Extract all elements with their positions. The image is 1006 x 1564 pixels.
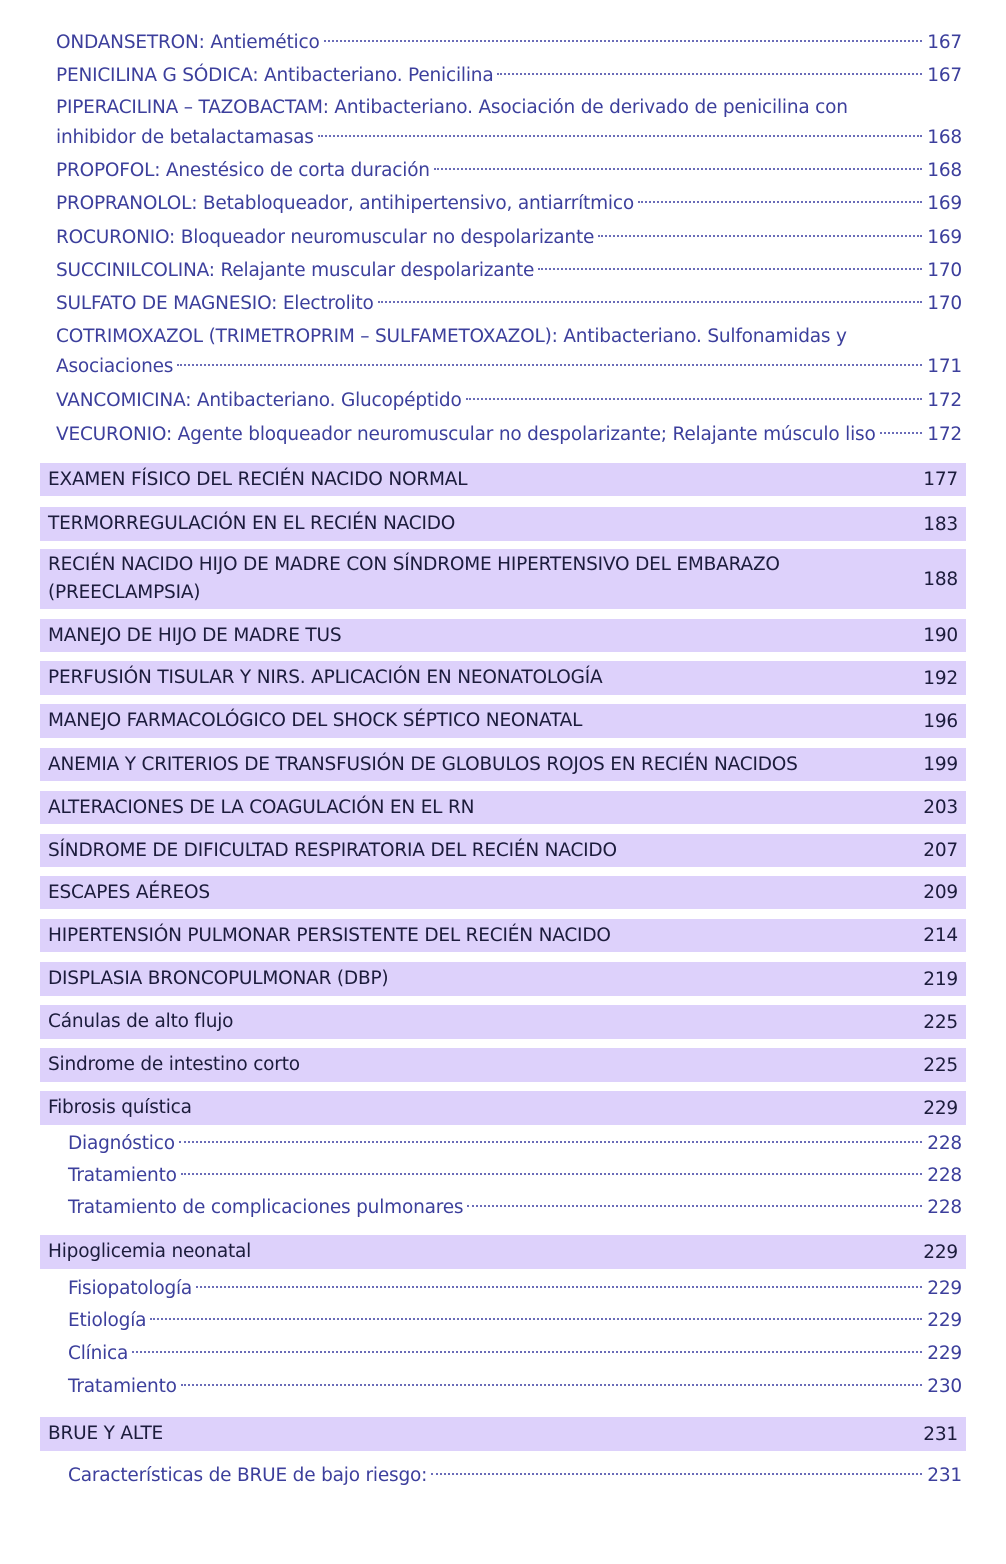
toc-entry-piperacilina[interactable] [56,93,962,153]
entry-title: PENICILINA G SÓDICA: Antibacteriano. Penicilina [56,65,494,86]
entry-title: PROPOFOL: Anestésico de corta duración [56,160,430,181]
toc-subentry-complicaciones[interactable] [68,1193,962,1223]
entry-page: 228 [927,1165,962,1186]
dot-leader [497,73,922,75]
toc-entry-ondansetron[interactable] [56,28,962,58]
chapter-title: ANEMIA Y CRITERIOS DE TRANSFUSIÓN DE GLOBULOS ROJOS EN RECIÉN NACIDOS [48,753,798,775]
chapter-madre-tus[interactable] [40,619,966,652]
dot-leader [378,301,922,303]
chapter-page: 192 [923,667,958,689]
entry-page: 229 [927,1310,962,1331]
chapter-page: 203 [923,797,958,818]
dot-leader [179,1141,922,1143]
toc-subentry-tratamiento-hipo[interactable] [68,1372,962,1402]
chapter-displasia[interactable] [40,962,966,996]
chapter-hipertension-pulmonar[interactable] [40,919,966,952]
chapter-title: EXAMEN FÍSICO DEL RECIÉN NACIDO NORMAL [48,468,468,490]
dot-leader [324,40,922,42]
chapter-page: 229 [923,1097,958,1119]
entry-title: Fisiopatología [68,1278,193,1299]
dot-leader [538,268,922,270]
chapter-preeclampsia[interactable] [40,549,966,609]
dot-leader [196,1286,922,1288]
toc-entry-propranolol[interactable] [56,189,962,219]
entry-title: VECURONIO: Agente bloqueador neuromuscular no despolarizante; Relajante músculo liso [56,424,876,445]
toc-subentry-etiologia[interactable] [68,1306,962,1336]
chapter-title: SÍNDROME DE DIFICULTAD RESPIRATORIA DEL RECIÉN NACIDO [48,839,617,861]
dot-leader [431,1473,922,1475]
chapter-page: 177 [923,469,958,490]
chapter-termorregulacion[interactable] [40,507,966,541]
entry-page: 231 [927,1465,962,1486]
chapter-fibrosis-quistica[interactable] [40,1091,966,1125]
entry-page: 168 [927,127,962,148]
entry-title: inhibidor de betalactamasas [56,127,314,148]
entry-title: Clínica [68,1343,129,1364]
dot-leader [318,135,922,137]
toc-subentry-diagnostico[interactable] [68,1129,962,1159]
dot-leader [466,398,922,400]
entry-title: Diagnóstico [68,1133,175,1154]
chapter-page: 190 [923,625,958,646]
entry-page: 169 [927,227,962,248]
toc-entry-sulfato-magnesio[interactable] [56,289,962,319]
chapter-title: DISPLASIA BRONCOPULMONAR (DBP) [48,968,389,989]
chapter-title: Cánulas de alto flujo [48,1011,234,1032]
chapter-title: RECIÉN NACIDO HIJO DE MADRE CON SÍNDROME HIPERTENSIVO DEL EMBARAZO (PREECLAMPSIA) [48,554,780,603]
chapter-page: 219 [923,968,958,990]
chapter-title: Sindrome de intestino corto [48,1054,300,1075]
chapter-page: 196 [923,710,958,732]
toc-entry-rocuronio[interactable] [56,223,962,253]
entry-page: 230 [927,1376,962,1397]
chapter-title: Hipoglicemia neonatal [48,1241,252,1262]
entry-page: 229 [927,1343,962,1364]
toc-subentry-brue-bajo-riesgo[interactable] [68,1461,962,1491]
entry-title: Tratamiento [68,1165,177,1186]
toc-entry-penicilina[interactable] [56,61,962,91]
dot-leader [150,1318,922,1320]
entry-title: PROPRANOLOL: Betabloqueador, antihipertensivo, antiarrítmico [56,193,634,214]
entry-title: ONDANSETRON: Antiemético [56,32,320,53]
entry-page: 229 [927,1278,962,1299]
entry-page: 170 [927,293,962,314]
toc-entry-succinilcolina[interactable] [56,256,962,286]
toc-subentry-clinica[interactable] [68,1339,962,1369]
toc-entry-vancomicina[interactable] [56,386,962,416]
entry-title: Tratamiento [68,1376,177,1397]
chapter-page: 188 [923,568,958,590]
entry-page: 167 [927,32,962,53]
chapter-title: ALTERACIONES DE LA COAGULACIÓN EN EL RN [48,796,475,818]
chapter-shock-septico[interactable] [40,704,966,738]
entry-title: SUCCINILCOLINA: Relajante muscular despolarizante [56,260,535,281]
chapter-intestino-corto[interactable] [40,1048,966,1082]
entry-page: 169 [927,193,962,214]
entry-title-line1: COTRIMOXAZOL (TRIMETROPRIM – SULFAMETOXAZOL): Antibacteriano. Sulfonamidas y [56,326,847,347]
chapter-title: MANEJO DE HIJO DE MADRE TUS [48,624,342,646]
chapter-title: ESCAPES AÉREOS [48,881,210,903]
chapter-title: MANEJO FARMACOLÓGICO DEL SHOCK SÉPTICO NEONATAL [48,710,583,731]
entry-title: ROCURONIO: Bloqueador neuromuscular no despolarizante [56,227,595,248]
entry-title: Asociaciones [56,356,174,377]
entry-page: 170 [927,260,962,281]
chapter-title: BRUE Y ALTE [48,1423,164,1444]
chapter-page: 225 [923,1011,958,1033]
chapter-page: 231 [923,1423,958,1445]
chapter-page: 183 [923,513,958,535]
entry-page: 228 [927,1197,962,1218]
dot-leader [467,1205,922,1207]
entry-title: Características de BRUE de bajo riesgo: [68,1465,428,1486]
chapter-coagulacion[interactable] [40,791,966,824]
chapter-title: HIPERTENSIÓN PULMONAR PERSISTENTE DEL RECIÉN NACIDO [48,924,611,946]
chapter-title: TERMORREGULACIÓN EN EL RECIÉN NACIDO [48,513,456,534]
entry-title: Etiología [68,1310,147,1331]
chapter-page: 199 [923,754,958,775]
chapter-examen-fisico[interactable] [40,463,966,496]
chapter-escapes-aereos[interactable] [40,876,966,909]
dot-leader [177,364,922,366]
toc-entry-propofol[interactable] [56,156,962,186]
chapter-page: 214 [923,925,958,946]
toc-entry-vecuronio[interactable] [56,420,962,450]
dot-leader [181,1384,922,1386]
entry-title: SULFATO DE MAGNESIO: Electrolito [56,293,374,314]
entry-page: 167 [927,65,962,86]
chapter-page: 207 [923,840,958,861]
chapter-title: Fibrosis quística [48,1097,192,1118]
dot-leader [181,1173,922,1175]
chapter-brue-alte[interactable] [40,1417,966,1451]
chapter-page: 209 [923,882,958,903]
dot-leader [434,168,922,170]
toc-subentry-tratamiento[interactable] [68,1161,962,1191]
entry-page: 171 [927,356,962,377]
chapter-title: PERFUSIÓN TISULAR Y NIRS. APLICACIÓN EN NEONATOLOGÍA [48,667,603,688]
entry-title: Tratamiento de complicaciones pulmonares [68,1197,464,1218]
dot-leader [880,432,922,434]
entry-page: 168 [927,160,962,181]
chapter-perfusion-nirs[interactable] [40,661,966,695]
toc-entry-cotrimoxazol[interactable] [56,322,962,382]
chapter-dificultad-respiratoria[interactable] [40,834,966,867]
dot-leader [132,1351,922,1353]
entry-title: VANCOMICINA: Antibacteriano. Glucopéptido [56,390,462,411]
entry-page: 228 [927,1133,962,1154]
toc-subentry-fisiopatologia[interactable] [68,1274,962,1304]
dot-leader [598,235,922,237]
chapter-hipoglicemia[interactable] [40,1235,966,1269]
chapter-anemia[interactable] [40,748,966,781]
chapter-canulas[interactable] [40,1005,966,1039]
entry-page: 172 [927,390,962,411]
chapter-page: 225 [923,1054,958,1076]
entry-page: 172 [927,424,962,445]
dot-leader [638,201,922,203]
entry-title-line1: PIPERACILINA – TAZOBACTAM: Antibacteriano. Asociación de derivado de penicilina con [56,97,848,118]
chapter-page: 229 [923,1241,958,1263]
